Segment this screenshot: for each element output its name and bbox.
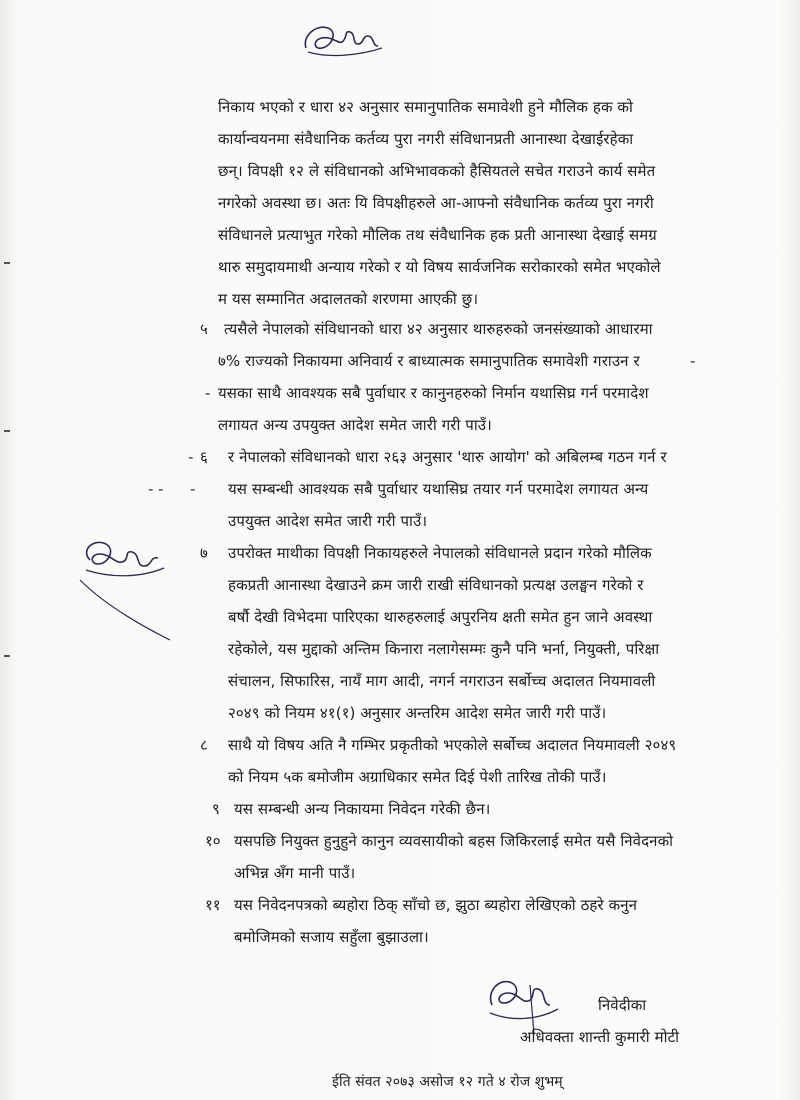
- item-line: यसपछि नियुक्त हुनुहुने कानुन व्यवसायीको बहस जिकिरलाई समेत यसै निवेदनको: [234, 832, 674, 850]
- item-number: ६: [200, 448, 208, 466]
- item-line: लगायत अन्य उपयुक्त आदेश समेत जारी गरी पाउँ।: [218, 416, 492, 434]
- signature-role: निवेदीका: [598, 996, 647, 1014]
- item-number: ११: [205, 896, 221, 914]
- item-line: त्यसैले नेपालको संविधानको धारा ४२ अनुसार थारुहरुको जनसंख्याको आधारमा: [224, 320, 653, 338]
- item-line: अभिन्न अँग मानी पाउँ।: [234, 864, 356, 882]
- item-line: यसका साथै आवश्यक सबै पुर्वाधार र कानुनहरुको निर्मान यथासिघ्र गर्न परमादेश: [218, 384, 649, 402]
- item-number: ८: [200, 736, 208, 754]
- scan-mark: [4, 430, 10, 432]
- intro-line: नगरेको अवस्था छ। अतः यि विपक्षीहरुले आ-आफ्नो संवैधानिक कर्तव्य पुरा नगरी: [218, 194, 654, 212]
- signature-name: अधिवक्ता शान्ती कुमारी मोटी: [520, 1028, 680, 1046]
- item-line: यस सम्बन्धी आवश्यक सबै पुर्वाधार यथासिघ्र तयार गर्न परमादेश लगायत अन्य: [228, 480, 649, 498]
- item-number: १०: [205, 832, 221, 850]
- scan-dash: -: [188, 448, 194, 466]
- intro-line: निकाय भएको र धारा ४२ अनुसार समानुपातिक समावेशी हुने मौलिक हक को: [218, 98, 633, 116]
- document-date: ईति संवत २०७३ असोज १२ गते ४ रोज शुभम्: [332, 1074, 563, 1090]
- item-line: बमोजिमको सजाय सहुँला बुझाउला।: [234, 928, 429, 946]
- scan-dash: -: [205, 384, 211, 402]
- scan-dash: - -: [148, 480, 164, 498]
- item-line: ७% राज्यको निकायमा अनिवार्य र बाध्यात्मक समानुपातिक समावेशी गराउन र: [218, 352, 640, 370]
- item-line: को नियम ५क बमोजीम अग्राधिकार समेत दिई पेशी तारिख तोकी पाउँ।: [228, 768, 607, 786]
- item-number: ७: [200, 544, 208, 562]
- intro-line: छन्। विपक्षी १२ ले संविधानको अभिभावकको हैसियतले सचेत गराउने कार्य समेत: [218, 162, 656, 180]
- scan-dash: -: [190, 480, 196, 498]
- intro-line: थारु समुदायमाथी अन्याय गरेको र यो विषय सार्वजनिक सरोकारको समेत भएकोले: [218, 258, 661, 276]
- item-line: र नेपालको संविधानको धारा २६३ अनुसार 'थारु आयोग' को अबिलम्ब गठन गर्न र: [228, 448, 667, 466]
- initials-signature-margin: [60, 520, 190, 650]
- scan-mark: [4, 655, 10, 657]
- item-number: ५: [200, 320, 208, 338]
- intro-line: संविधानले प्रत्याभुत गरेको मौलिक तथ संवैधानिक हक प्रती आनास्था देखाई समग्र: [218, 226, 657, 244]
- item-line: बर्षौ देखी विभेदमा पारिएका थारुहरुलाई अपुरनिय क्षती समेत हुन जाने अवस्था: [228, 608, 653, 626]
- item-line: २०४९ को नियम ४१(१) अनुसार अन्तरिम आदेश समेत जारी गरी पाउँ।: [228, 704, 607, 722]
- intro-line: म यस सम्मानित अदालतको शरणमा आएकी छु।: [218, 290, 479, 308]
- scan-dash: -: [690, 352, 696, 370]
- item-number: ९: [212, 800, 220, 818]
- item-line: यस सम्बन्धी अन्य निकायमा निवेदन गरेकी छैन।: [234, 800, 491, 818]
- item-line: साथै यो विषय अति नै गम्भिर प्रकृतीको भएकोले सर्बोच्च अदालत नियमावली २०४९: [228, 736, 677, 754]
- intro-line: कार्यान्वयनमा संवैधानिक कर्तव्य पुरा नगरी संविधानप्रती आनास्था देखाईरहेका: [218, 130, 634, 148]
- item-line: हकप्रती आनास्था देखाउने क्रम जारी राखी संविधानको प्रत्यक्ष उलङ्घन गरेको र: [228, 576, 644, 594]
- item-line: संचालन, सिफारिस, नायँ माग आदी, नगर्न नगराउन सर्बोच्च अदालत नियमावली: [228, 672, 656, 690]
- item-line: यस निवेदनपत्रको ब्यहोरा ठिक् साँचो छ, झुठा ब्यहोरा लेखिएको ठहरे कनुन: [234, 896, 638, 914]
- initials-signature-top: [298, 18, 388, 66]
- item-line: रहेकोले, यस मुद्दाको अन्तिम किनारा नलागेसम्मः कुनै पनि भर्ना, नियुक्ती, परिक्षा: [228, 640, 660, 658]
- scan-mark: [4, 262, 10, 264]
- item-line: उपयुक्त आदेश समेत जारी गरी पाउँ।: [228, 512, 428, 530]
- item-line: उपरोक्त माथीका विपक्षी निकायहरुले नेपालको संविधानले प्रदान गरेको मौलिक: [228, 544, 652, 562]
